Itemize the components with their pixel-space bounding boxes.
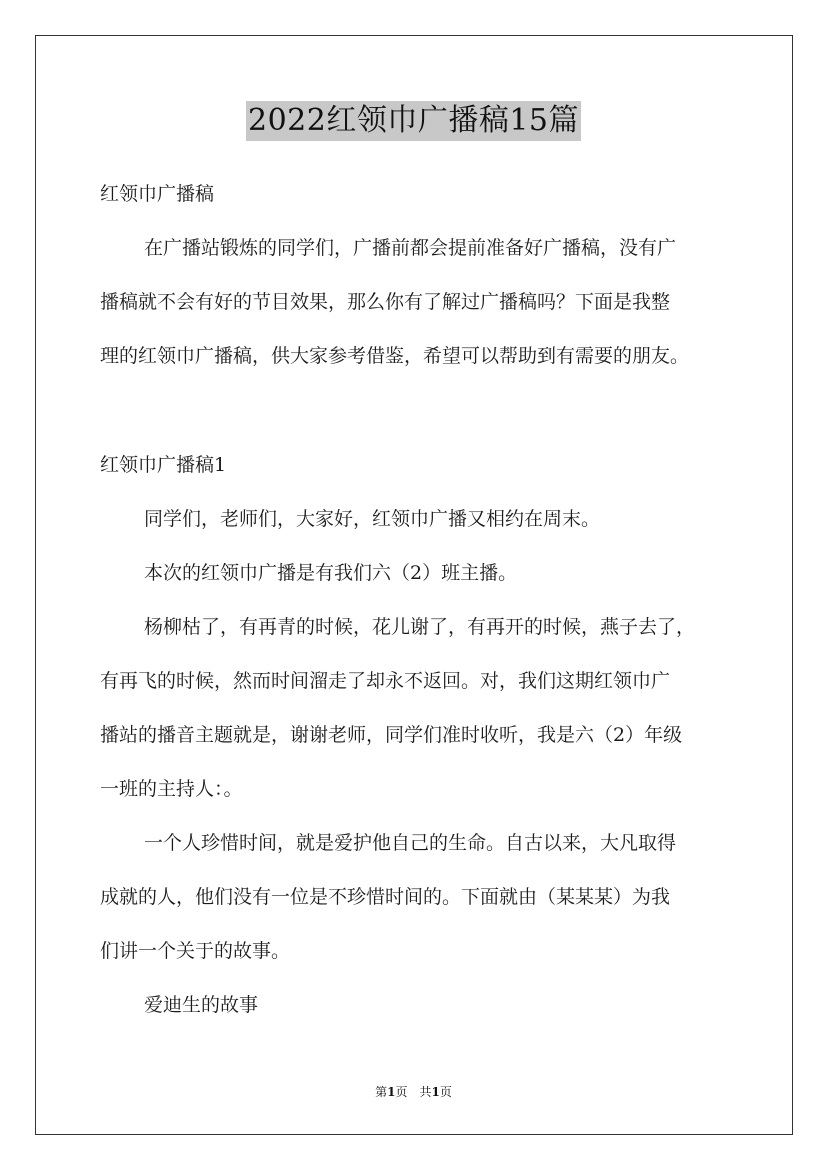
paragraph-line: 播稿就不会有好的节目效果，那么你有了解过广播稿吗？下面是我整: [100, 291, 671, 313]
paragraph-line: 理的红领巾广播稿，供大家参考借鉴，希望可以帮助到有需要的朋友。: [100, 345, 690, 367]
paragraph-line: 成就的人，他们没有一位是不珍惜时间的。下面就由（某某某）为我: [100, 886, 671, 908]
footer-page-suffix: 页: [439, 1085, 452, 1099]
section-heading: 红领巾广播稿: [100, 183, 215, 205]
footer-page-mid: 页 共: [395, 1085, 432, 1099]
title-block: [0, 101, 827, 141]
paragraph-line: 一个人珍惜时间，就是爱护他自己的生命。自古以来，大凡取得: [144, 832, 677, 854]
document-title: 2022红领巾广播稿15篇: [246, 101, 581, 141]
page-footer: [0, 1084, 827, 1100]
paragraph-line: 在广播站锻炼的同学们，广播前都会提前准备好广播稿，没有广: [144, 237, 677, 259]
paragraph-line: 爱迪生的故事: [144, 994, 259, 1016]
paragraph-line: 本次的红领巾广播是有我们六（2）班主播。: [144, 562, 518, 584]
paragraph-line: 们讲一个关于的故事。: [100, 940, 291, 962]
paragraph-line: 一班的主持人：。: [100, 778, 243, 800]
paragraph-line: 杨柳枯了，有再青的时候，花儿谢了，有再开的时候，燕子去了，: [144, 616, 696, 638]
paragraph-line: 播站的播音主题就是，谢谢老师，同学们准时收听，我是六（2）年级: [100, 724, 683, 746]
footer-page-current: 1: [387, 1085, 396, 1099]
paragraph-line: 同学们，老师们，大家好，红领巾广播又相约在周末。: [144, 508, 601, 530]
footer-page-total: 1: [431, 1085, 440, 1099]
footer-page-prefix: 第: [375, 1085, 388, 1099]
section-heading: 红领巾广播稿1: [100, 454, 227, 476]
paragraph-line: 有再飞的时候，然而时间溜走了却永不返回。对，我们这期红领巾广: [100, 670, 671, 692]
